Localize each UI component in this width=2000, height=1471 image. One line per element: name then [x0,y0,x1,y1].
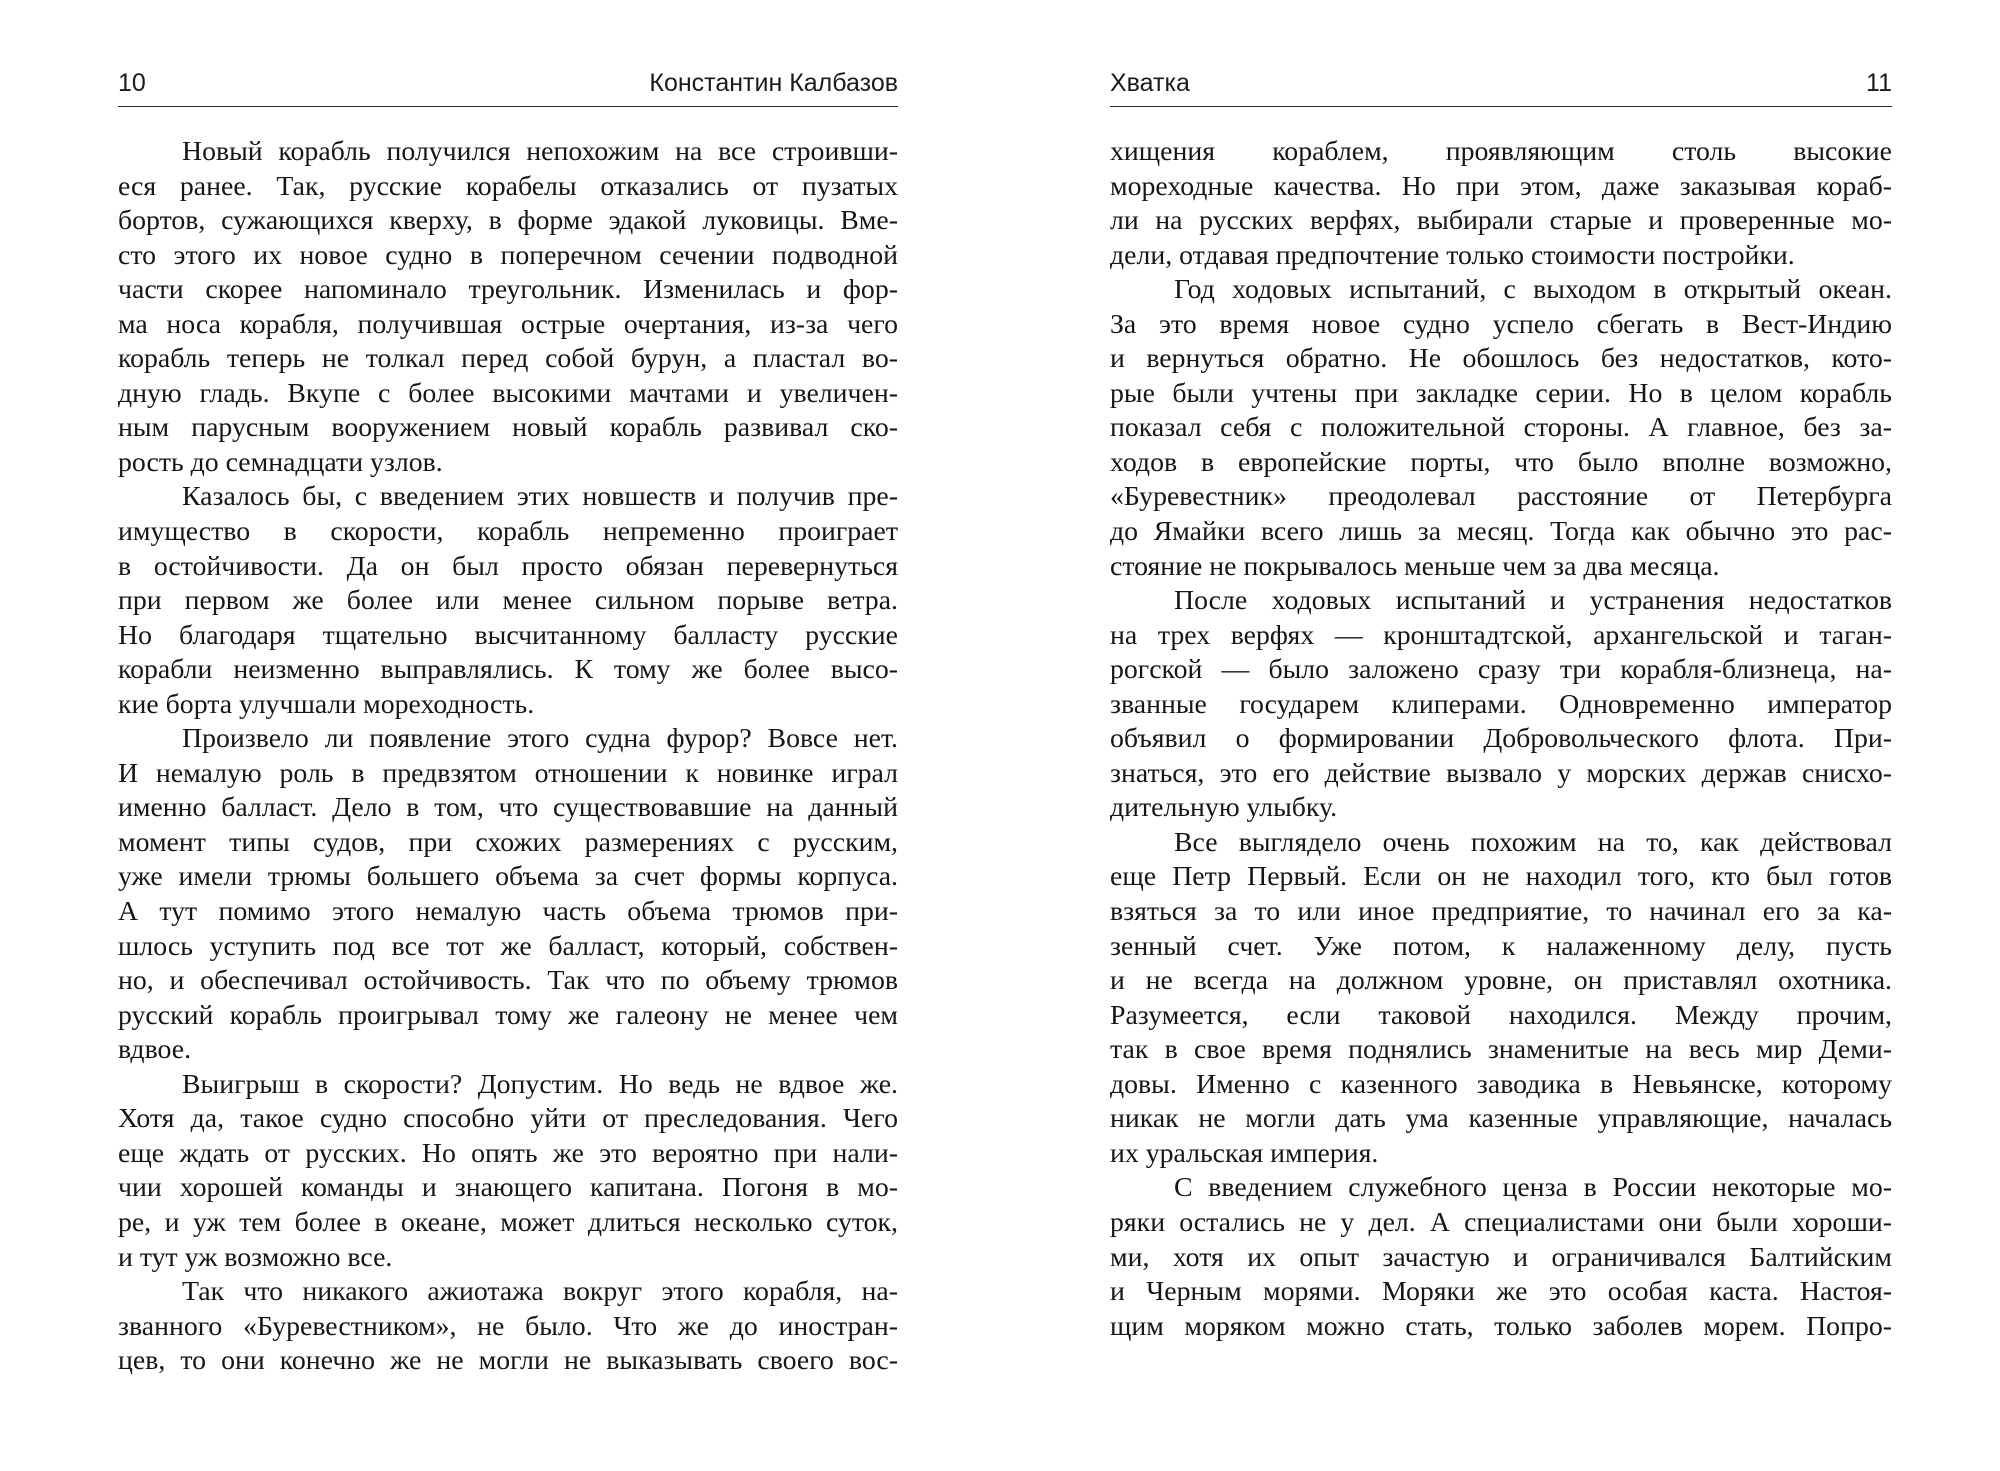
text-line: корабли неизменно выправлялись. К тому же более высо- [118,654,898,686]
text-line: ли на русских верфях, выбирали старые и проверенные мо- [1110,205,1892,237]
text-line: ре, и уж тем более в океане, может длиться несколько суток, [118,1206,898,1238]
text-line: их уральская империя. [1110,1137,1379,1169]
text-line: С введением служебного ценза в России некоторые мо- [1174,1172,1892,1204]
text-line: званного «Буревестником», не было. Что же до иностран- [118,1310,898,1342]
text-line: никак не могли дать ума казенные управляющие, началась [1110,1103,1892,1135]
text-line: И немалую роль в предвзятом отношении к новинке играл [118,757,898,789]
text-line: Год ходовых испытаний, с выходом в открытый океан. [1174,274,1892,306]
text-line: знаться, это его действие вызвало у морских держав снисхо- [1110,757,1892,789]
text-line: За это время новое судно успело сбегать в Вест-Индию [1110,308,1892,340]
text-line: еще Петр Первый. Если он не находил того, кто был готов [1110,861,1892,893]
text-line: хищения кораблем, проявляющим столь высокие [1110,136,1892,167]
text-line: Хотя да, такое судно способно уйти от преследования. Чего [118,1103,898,1135]
text-line: части скорее напоминало треугольник. Изменилась и фор- [118,274,898,306]
text-line: Произвело ли появление этого судна фурор? Вовсе нет. [182,723,898,755]
text-line: в остойчивости. Да он был просто обязан перевернуться [118,550,898,582]
text-line: званные государем клиперами. Одновременно император [1110,688,1892,720]
text-line: и не всегда на должном уровне, он приставлял охотника. [1110,965,1892,997]
text-line: ма носа корабля, получившая острые очертания, из-за чего [118,308,898,340]
text-line: сто этого их новое судно в поперечном сечении подводной [118,239,898,271]
text-line: «Буревестник» преодолевал расстояние от Петербурга [1110,481,1892,513]
text-line: рость до семнадцати узлов. [118,446,443,478]
text-line: до Ямайки всего лишь за месяц. Тогда как обычно это рас- [1110,516,1892,548]
left-page-text [118,135,898,1379]
text-line: ми, хотя их опыт зачастую и ограничивался Балтийским [1110,1241,1892,1273]
text-line: ряки остались не у дел. А специалистами они были хороши- [1110,1206,1892,1238]
text-line: Все выглядело очень похожим на то, как действовал [1174,826,1892,858]
text-line: А тут помимо этого немалую часть объема трюмов при- [118,896,898,928]
text-line: Разумеется, если таковой находился. Между прочим, [1110,999,1892,1031]
text-line: корабль теперь не толкал перед собой бурун, а пластал во- [118,343,898,375]
text-line: имущество в скорости, корабль непременно проиграет [118,516,898,548]
text-line: так в свое время поднялись знаменитые на весь мир Деми- [1110,1034,1892,1066]
right-page [1110,0,1892,1344]
text-line: при первом же более или менее сильном порыве ветра. [118,585,898,617]
text-line: довы. Именно с казенного заводика в Невьянске, которому [1110,1068,1892,1100]
text-line: чии хорошей команды и знающего капитана. Погоня в мо- [118,1172,898,1204]
text-line: шлось уступить под все тот же балласт, который, собствен- [118,930,898,962]
text-line: уже имели трюмы большего объема за счет формы корпуса. [118,861,898,893]
text-line: Новый корабль получился непохожим на все строивши- [182,136,898,167]
text-line: Казалось бы, с введением этих новшеств и получив пре- [182,481,898,513]
text-line: рогской — было заложено сразу три корабля-близнеца, на- [1110,654,1892,686]
left-running-title: Константин Калбазов [649,69,898,97]
text-line: еся ранее. Так, русские корабелы отказались от пузатых [118,170,898,202]
text-line: кие борта улучшали мореходность. [118,688,535,720]
text-line: объявил о формировании Добровольческого флота. При- [1110,723,1892,755]
text-line: взяться за то или иное предприятие, то начинал его за ка- [1110,896,1892,928]
text-line: и Черным морями. Моряки же это особая каста. Настоя- [1110,1276,1892,1308]
text-line: Выигрыш в скорости? Допустим. Но ведь не вдвое же. [182,1068,898,1100]
text-line: бортов, сужающихся кверху, в форме эдакой луковицы. Вме- [118,205,898,237]
text-line: именно балласт. Дело в том, что существовавшие на данный [118,792,898,824]
text-line: зенный счет. Уже потом, к налаженному делу, пусть [1110,930,1892,962]
text-line: и вернуться обратно. Не обошлось без недостатков, кото- [1110,343,1892,375]
left-page-number: 10 [118,69,146,97]
text-line: дели, отдавая предпочтение только стоимости постройки. [1110,239,1795,271]
right-running-head [1110,0,1892,107]
text-line: После ходовых испытаний и устранения недостатков [1174,585,1892,617]
text-line: показал себя с положительной стороны. А главное, без за- [1110,412,1892,444]
left-page [118,0,898,1379]
text-line: русский корабль проигрывал тому же галеону не менее чем [118,999,898,1031]
text-line: Но благодаря тщательно высчитанному балласту русские [118,619,898,651]
text-line: момент типы судов, при схожих размерениях с русским, [118,826,898,858]
text-line: ным парусным вооружением новый корабль развивал ско- [118,412,898,444]
right-page-text [1110,135,1892,1344]
text-line: вдвое. [118,1034,192,1066]
text-line: и тут уж возможно все. [118,1241,393,1273]
text-line: цев, то они конечно же не могли не выказывать своего вос- [118,1345,898,1377]
text-line: щим моряком можно стать, только заболев морем. Попро- [1110,1310,1892,1342]
text-line: Так что никакого ажиотажа вокруг этого корабля, на- [182,1276,898,1308]
right-running-title: Хватка [1110,69,1190,97]
text-line: дительную улыбку. [1110,792,1338,824]
text-line: дную гладь. Вкупе с более высокими мачтами и увеличен- [118,377,898,409]
text-line: на трех верфях — кронштадтской, архангельской и таган- [1110,619,1892,651]
text-line: рые были учтены при закладке серии. Но в целом корабль [1110,377,1892,409]
text-line: но, и обеспечивал остойчивость. Так что по объему трюмов [118,965,898,997]
left-running-head [118,0,898,107]
text-line: мореходные качества. Но при этом, даже заказывая кораб- [1110,170,1892,202]
text-line: ходов в европейские порты, что было вполне возможно, [1110,446,1892,478]
text-line: еще ждать от русских. Но опять же это вероятно при нали- [118,1137,898,1169]
right-page-number: 11 [1866,69,1892,97]
text-line: стояние не покрывалось меньше чем за два месяца. [1110,550,1720,582]
